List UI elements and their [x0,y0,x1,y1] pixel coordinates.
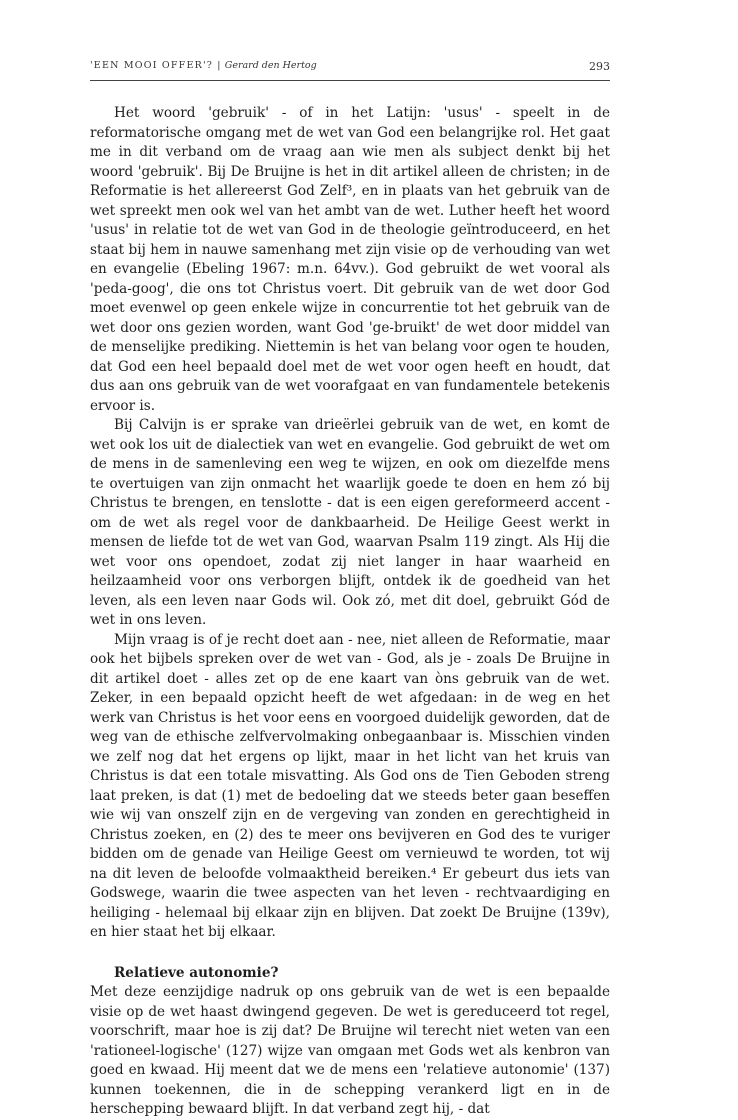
paragraph-mijn-vraag: Mijn vraag is of je recht doet aan - nee, niet alleen de Reformatie, maar ook het bijbels spreken over de wet van - God, als je - zoals De Bruijne in dit artikel doet - alles zet op de ene kaart van òns gebruik van de wet. Zeker, in een bepaald opzicht heeft de wet afgedaan: in de weg en het werk van Christus is het voor eens en voorgoed duidelijk geworden, dat de weg van de ethische zelfvervolmaking onbegaanbaar is. Misschien vinden we zelf nog dat het ergens op lijkt, maar in het licht van het kruis van Christus is dat een totale misvatting. Als God ons de Tien Geboden streng laat preken, is dat (1) met de bedoeling dat we steeds beter gaan beseffen wie wij van onszelf zijn en de vergeving van zonden en gerechtigheid in Christus zoeken, en (2) des te meer ons bevijveren en God des te vuriger bidden om de genade van Heilige Geest om vernieuwd te worden, tot wij na dit leven de beloofde volmaaktheid bereiken.⁴ Er gebeurt dus iets van Godswege, waarin die twee aspecten van het leven - rechtvaardiging en heiliging - helemaal bij elkaar zijn en blijven. Dat zoekt De Bruijne (139v), en hier staat het bij elkaar. [90,631,610,940]
paragraph-usus: Het woord 'gebruik' - of in het Latijn: 'usus' - speelt in de reformatorische omgang met de wet van God een belangrijke rol. Het gaat me in dit verband om de vraag aan wie men als subject denkt bij het woord 'gebruik'. Bij De Bruijne is het in dit artikel alleen de christen; in de Reformatie is het allereerst God Zelf³, en in plaats van het gebruik van de wet spreekt men ook wel van het ambt van de wet. Luther heeft het woord 'usus' in relatie tot de wet van God in de theologie geïntroduceerd, en het staat bij hem in nauwe samenhang met zijn visie op de verhouding van wet en evangelie (Ebeling 1967: m.n. 64vv.). God gebruikt de wet vooral als 'peda-goog', die ons tot Christus voert. Dit gebruik van de wet door God moet evenwel op geen enkele wijze in concurrentie tot het gebruik van de wet door ons gezien worden, want God 'ge-bruikt' de wet door middel van de menselijke prediking. Niettemin is het van belang voor ogen te houden, dat God een heel bepaald doel met de wet voor ogen heeft en houdt, dat dus aan ons gebruik van de wet voorafgaat en van fundamentele betekenis ervoor is. [90,105,610,414]
article-body [90,104,610,1120]
running-title-line [90,60,317,71]
header-author: Gerard den Hertog [224,60,317,71]
header-separator: | [217,60,221,71]
header-rule [90,80,610,81]
paragraph-calvijn: Bij Calvijn is er sprake van drieërlei gebruik van de wet, en komt de wet ook los uit de dialectiek van wet en evangelie. God gebruikt de wet om de mens in de samenleving een weg te wijzen, en ook om diezelfde mens te overtuigen van zijn onmacht het waarlijk goede te doen en hem zó bij Christus te brengen, en tenslotte - dat is een eigen gereformeerd accent - om de wet als regel voor de dankbaarheid. De Heilige Geest werkt in mensen de liefde tot de wet van God, waarvan Psalm 119 zingt. Als Hij die wet voor ons opendoet, zodat zij niet langer in haar waarheid en heilzaamheid voor ons verborgen blijft, ontdek ik de goedheid van het leven, als een leven naar Gods wil. Ook zó, met dit doel, gebruikt Gód de wet in ons leven. [90,417,610,628]
page-number: 293 [589,60,610,73]
paragraph-relatieve-autonomie: Met deze eenzijdige nadruk op ons gebruik van de wet is een bepaalde visie op de wet haast dwingend gegeven. De wet is gereduceerd tot regel, voorschrift, maar hoe is zij dat? De Bruijne wil terecht niet weten van een 'rationeel-logische' (127) wijze van omgaan met Gods wet als kenbron van goed en kwaad. Hij meent dat we de mens een 'relatieve autonomie' (137) kunnen toekennen, die in de schepping verankerd ligt en in de herschepping bewaard blijft. In dat verband zegt hij, - dat [90,984,610,1117]
section-heading: Relatieve autonomie? [114,964,279,981]
running-title: 'EEN MOOI OFFER'? [90,60,214,71]
